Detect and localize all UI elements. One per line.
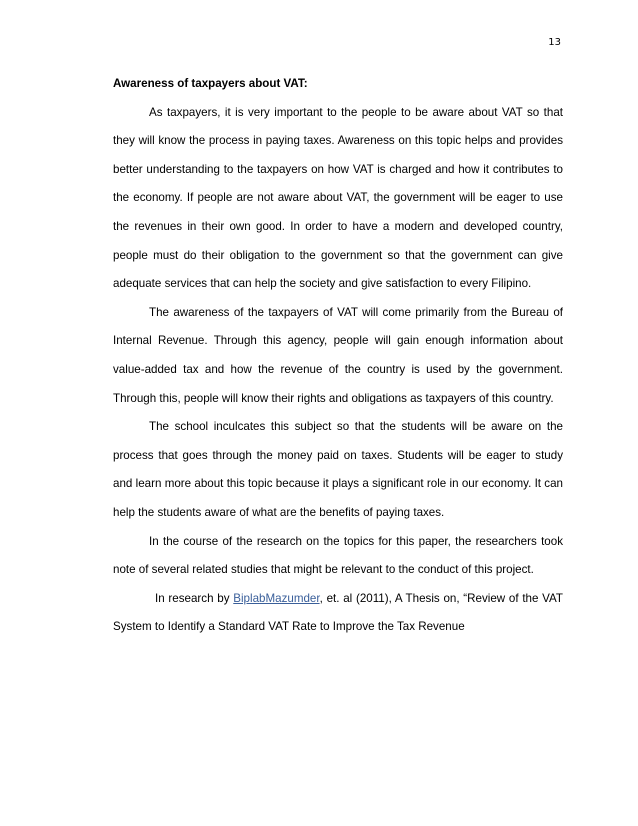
citation-intro-text: In research by [155,591,234,605]
paragraph-related-study [113,585,563,642]
paragraph-vat-awareness: As taxpayers, it is very important to the people to be aware about VAT so that they will know the process in paying taxes. Awareness on this topic helps and provides better understanding to the taxpayers on how VAT is charged and how it contributes to the economy. If people are not aware about VAT, the government will be eager to use the revenues in their own good. In order to have a modern and developed country, people must do their obligation to the government so that the government can give adequate services that can help the society and give satisfaction to every Filipino. [113,105,563,291]
paragraph-research-notes: In the course of the research on the topics for this paper, the researchers took note of several related studies that might be relevant to the conduct of this project. [113,534,563,577]
section-heading: Awareness of taxpayers about VAT: [113,77,308,90]
citation-rest-text: , et. al (2011), A Thesis on, “Review of the VAT System to Identify a Standard VAT Rate to Improve the Tax Revenue [113,591,564,634]
author-link[interactable]: BiplabMazumder [233,591,320,605]
paragraph-school: The school inculcates this subject so that the students will be aware on the process that goes through the money paid on taxes. Students will be eager to study and learn more about this topic because it plays a significant role in our economy. It can help the students aware of what are the benefits of paying taxes. [113,420,563,519]
document-body [113,70,563,642]
paragraph-bir-source: The awareness of the taxpayers of VAT will come primarily from the Bureau of Internal Revenue. Through this agency, people will gain enough information about value-added tax and how the revenue of the country is used by the government. Through this, people will know their rights and obligations as taxpayers of this country. [113,305,563,405]
page-number: 13 [548,37,561,48]
